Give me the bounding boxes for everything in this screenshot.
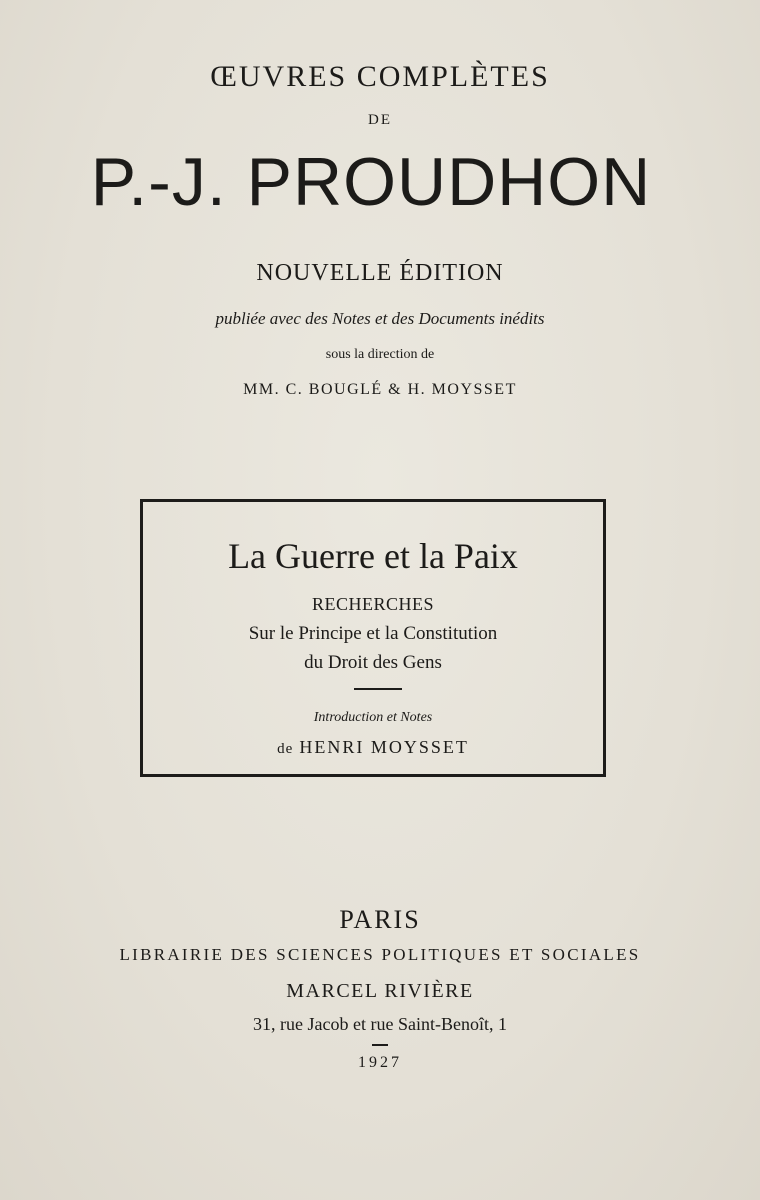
- under-direction-label: sous la direction de: [325, 347, 435, 362]
- series-de: DE: [368, 112, 392, 128]
- editor-prefix: de: [277, 741, 294, 757]
- work-title: La Guerre et la Paix: [228, 536, 518, 576]
- publisher-line: LIBRAIRIE DES SCIENCES POLITIQUES ET SOCIALES: [119, 945, 641, 964]
- publisher-address: 31, rue Jacob et rue Saint-Benoît, 1: [253, 1014, 507, 1034]
- publication-year: 1927: [358, 1054, 402, 1071]
- work-recherches: RECHERCHES: [311, 594, 435, 614]
- imprint-city: PARIS: [339, 905, 421, 934]
- year-divider: [372, 1044, 388, 1046]
- published-with-note: publiée avec des Notes et des Documents inédits: [215, 309, 545, 328]
- series-title: ŒUVRES COMPLÈTES: [210, 60, 550, 93]
- frame-divider: [354, 688, 402, 690]
- editor-name: HENRI MOYSSET: [299, 737, 469, 757]
- editor-line: [140, 737, 606, 758]
- directors-names: MM. C. BOUGLÉ & H. MOYSSET: [243, 381, 517, 398]
- edition-label: NOUVELLE ÉDITION: [256, 260, 504, 286]
- work-subtitle-line1: Sur le Principe et la Constitution: [248, 623, 498, 644]
- work-subtitle-line2: du Droit des Gens: [304, 652, 442, 673]
- author-name: P.-J. PROUDHON: [90, 144, 652, 220]
- publisher-name: MARCEL RIVIÈRE: [286, 980, 474, 1002]
- intro-notes-label: Introduction et Notes: [313, 710, 433, 725]
